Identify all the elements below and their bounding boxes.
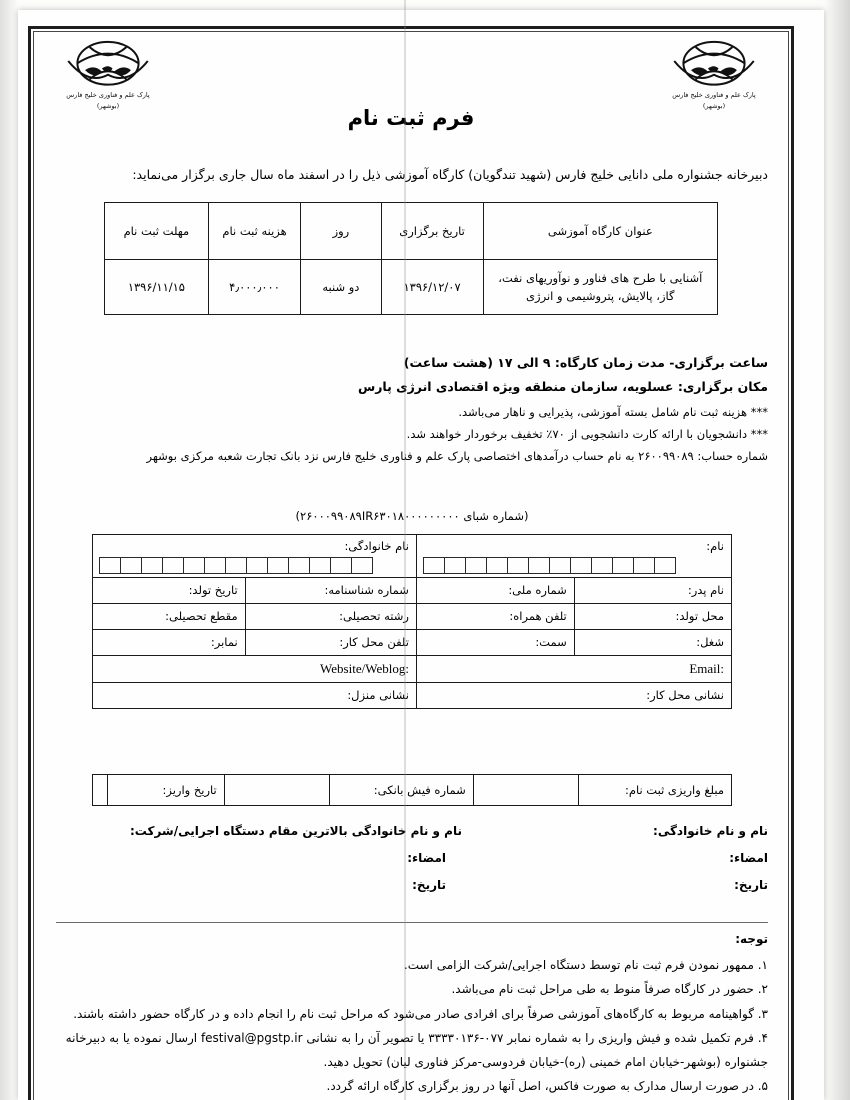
header-workshop-title: عنوان کارگاه آموزشی — [483, 203, 717, 260]
notes-heading: توجه: — [735, 932, 768, 946]
payment-date-blank[interactable] — [93, 775, 108, 806]
cell-workshop-date: ۱۳۹۶/۱۲/۰۷ — [381, 260, 483, 315]
applicant-row — [93, 630, 732, 656]
iban-line: (شماره شبای ۲۶۰۰۰۹۹۰۸۹IR۶۳۰۱۸۰۰۰۰۰۰۰۰۰) — [295, 509, 529, 523]
cell-workshop-day: دو شنبه — [301, 260, 381, 315]
field-receipt-number[interactable]: شماره فیش بانکی: — [329, 775, 473, 806]
logo-caption-line2: (بوشهر) — [702, 101, 726, 110]
document-content — [40, 34, 782, 1094]
student-discount-note: *** دانشجویان با ارائه کارت دانشجویی از ۷۰٪ تخفیف برخوردار خواهند شد. — [406, 427, 768, 441]
label-applicant-date[interactable]: تاریخ: — [734, 878, 768, 892]
applicant-row — [93, 604, 732, 630]
workshop-table — [104, 202, 718, 315]
label-authority-name: نام و نام خانوادگی بالاترین مقام دستگاه اجرایی/شرکت: — [129, 824, 462, 838]
page-title: فرم ثبت نام — [347, 106, 475, 130]
intro-paragraph: دبیرخانه جشنواره ملی دانایی خلیج فارس (شهید تندگویان) کارگاه آموزشی ذیل را در اسفند ماه سال جاری برگزار می‌نماید: — [132, 167, 768, 182]
character-box[interactable] — [267, 557, 289, 574]
character-box[interactable] — [204, 557, 226, 574]
field-position[interactable]: سمت: — [416, 630, 574, 656]
logo-left — [44, 38, 172, 112]
scan-shadow-left — [0, 0, 18, 1100]
character-box[interactable] — [225, 557, 247, 574]
character-box[interactable] — [120, 557, 142, 574]
character-box[interactable] — [309, 557, 331, 574]
logo-right — [650, 38, 778, 112]
list-item: ۴. فرم تکمیل شده و فیش واریزی را به شماره نمابر ۰۷۷-۳۳۳۳۰۱۳۶ یا تصویر آن را به نشانی festival@pgstp.ir ارسال نموده یا به دبیرخانه جشنواره (بوشهر-خیابان امام خمینی (ره)-خیابان فردوسی-مرکز فناوری لیان) تحویل دهید. — [65, 1031, 768, 1069]
fee-includes-note: *** هزینه ثبت نام شامل بسته آموزشی، پذیرایی و ناهار می‌باشد. — [458, 405, 768, 419]
field-home-address[interactable]: نشانی منزل: — [93, 682, 417, 708]
character-box[interactable] — [465, 557, 487, 574]
field-website[interactable]: Website/Weblog: — [93, 656, 417, 683]
character-box[interactable] — [612, 557, 634, 574]
bank-account-line: شماره حساب: ۲۶۰۰۹۹۰۸۹ به نام حساب درآمدهای اختصاصی پارک علم و فناوری خلیج فارس نزد بانک تجارت شعبه مرکزی بوشهر — [146, 449, 768, 463]
logo-caption-line1: پارک علم و فناوری خلیج فارس — [672, 91, 756, 99]
character-box[interactable] — [99, 557, 121, 574]
character-box[interactable] — [183, 557, 205, 574]
field-mobile-phone[interactable]: تلفن همراه: — [416, 604, 574, 630]
family-name-character-boxes[interactable] — [100, 557, 409, 574]
field-education-level[interactable]: مقطع تحصیلی: — [93, 604, 246, 630]
field-email[interactable]: Email: — [416, 656, 731, 683]
cell-workshop-fee: ۴٫۰۰۰٫۰۰۰ — [208, 260, 300, 315]
workshop-time-line: ساعت برگزاری- مدت زمان کارگاه: ۹ الی ۱۷ (هشت ساعت) — [403, 355, 768, 370]
signature-name-row — [56, 824, 768, 838]
field-birth-place[interactable]: محل تولد: — [574, 604, 731, 630]
notes-divider — [56, 922, 768, 923]
signature-block — [56, 824, 768, 905]
field-job[interactable]: شغل: — [574, 630, 731, 656]
character-box[interactable] — [330, 557, 352, 574]
cell-workshop-deadline: ۱۳۹۶/۱۱/۱۵ — [105, 260, 209, 315]
character-box[interactable] — [507, 557, 529, 574]
logo-caption-line2: (بوشهر) — [96, 101, 120, 110]
signature-date-row — [56, 878, 768, 892]
field-study-field[interactable]: رشته تحصیلی: — [245, 604, 416, 630]
payment-amount-blank[interactable] — [473, 775, 578, 806]
cell-workshop-title: آشنایی با طرح های فناور و نوآوریهای نفت، گاز، پالایش، پتروشیمی و انرژی — [483, 260, 717, 315]
character-box[interactable] — [570, 557, 592, 574]
label-applicant-name: نام و نام خانوادگی: — [653, 824, 768, 838]
list-item: ۱. ممهور نمودن فرم ثبت نام توسط دستگاه اجرایی/شرکت الزامی است. — [403, 958, 768, 972]
name-row — [93, 535, 732, 578]
header-workshop-date: تاریخ برگزاری — [381, 203, 483, 260]
header-workshop-deadline: مهلت ثبت نام — [105, 203, 209, 260]
table-row — [105, 260, 718, 315]
character-box[interactable] — [633, 557, 655, 574]
field-payment-date[interactable]: تاریخ واریز: — [108, 775, 225, 806]
list-item: ۵. در صورت ارسال مدارک به صورت فاکس، اصل آنها در روز برگزاری کارگاه ارائه گردد. — [326, 1078, 768, 1093]
label-authority-signature[interactable]: امضاء: — [407, 851, 446, 865]
list-item: ۳. گواهینامه مربوط به کارگاه‌های آموزشی صرفاً برای افرادی صادر می‌شود که مراحل ثبت نام را انجام داده و در کارگاه حضور داشته باشند. — [73, 1006, 768, 1021]
character-box[interactable] — [444, 557, 466, 574]
character-box[interactable] — [246, 557, 268, 574]
notes-list — [56, 954, 768, 1099]
scan-shadow-right — [824, 0, 850, 1100]
table-header-row — [105, 203, 718, 260]
applicant-row — [93, 656, 732, 683]
field-id-number[interactable]: شماره شناسنامه: — [245, 578, 416, 604]
label-applicant-signature[interactable]: امضاء: — [729, 851, 768, 865]
applicant-row — [93, 578, 732, 604]
field-father-name[interactable]: نام پدر: — [574, 578, 731, 604]
payment-row — [93, 775, 732, 806]
character-box[interactable] — [141, 557, 163, 574]
workshop-place-line: مکان برگزاری: عسلویه، سازمان منطقه ویژه اقتصادی انرژی پارس — [357, 379, 768, 394]
label-authority-date[interactable]: تاریخ: — [412, 878, 446, 892]
scan-crease — [404, 0, 406, 1100]
character-box[interactable] — [654, 557, 676, 574]
character-box[interactable] — [591, 557, 613, 574]
pgstp-logo-icon — [62, 38, 154, 90]
list-item: ۲. حضور در کارگاه صرفاً منوط به طی مراحل ثبت نام می‌باشد. — [451, 982, 768, 997]
label-family-name: نام خانوادگی: — [344, 539, 409, 553]
field-national-id[interactable]: شماره ملی: — [416, 578, 574, 604]
field-family-name[interactable] — [93, 535, 417, 578]
field-birth-date[interactable]: تاریخ تولد: — [93, 578, 246, 604]
character-box[interactable] — [528, 557, 550, 574]
field-fax[interactable]: نمابر: — [93, 630, 246, 656]
logo-caption-line1: پارک علم و فناوری خلیج فارس — [66, 91, 150, 99]
first-name-character-boxes[interactable] — [424, 557, 724, 574]
character-box[interactable] — [423, 557, 445, 574]
character-box[interactable] — [162, 557, 184, 574]
signature-sign-row — [56, 851, 768, 865]
character-box[interactable] — [549, 557, 571, 574]
field-work-phone[interactable]: تلفن محل کار: — [245, 630, 416, 656]
address-row — [93, 682, 732, 708]
character-box[interactable] — [351, 557, 373, 574]
header-workshop-day: روز — [301, 203, 381, 260]
payment-table — [92, 774, 732, 806]
applicant-info-table — [92, 534, 732, 709]
header-workshop-fee: هزینه ثبت نام — [208, 203, 300, 260]
field-first-name[interactable] — [416, 535, 731, 578]
pgstp-logo-icon — [668, 38, 760, 90]
field-work-address[interactable]: نشانی محل کار: — [416, 682, 731, 708]
label-first-name: نام: — [706, 539, 724, 553]
field-payment-amount[interactable]: مبلغ واریزی ثبت نام: — [578, 775, 731, 806]
receipt-number-blank[interactable] — [224, 775, 329, 806]
character-box[interactable] — [486, 557, 508, 574]
character-box[interactable] — [288, 557, 310, 574]
